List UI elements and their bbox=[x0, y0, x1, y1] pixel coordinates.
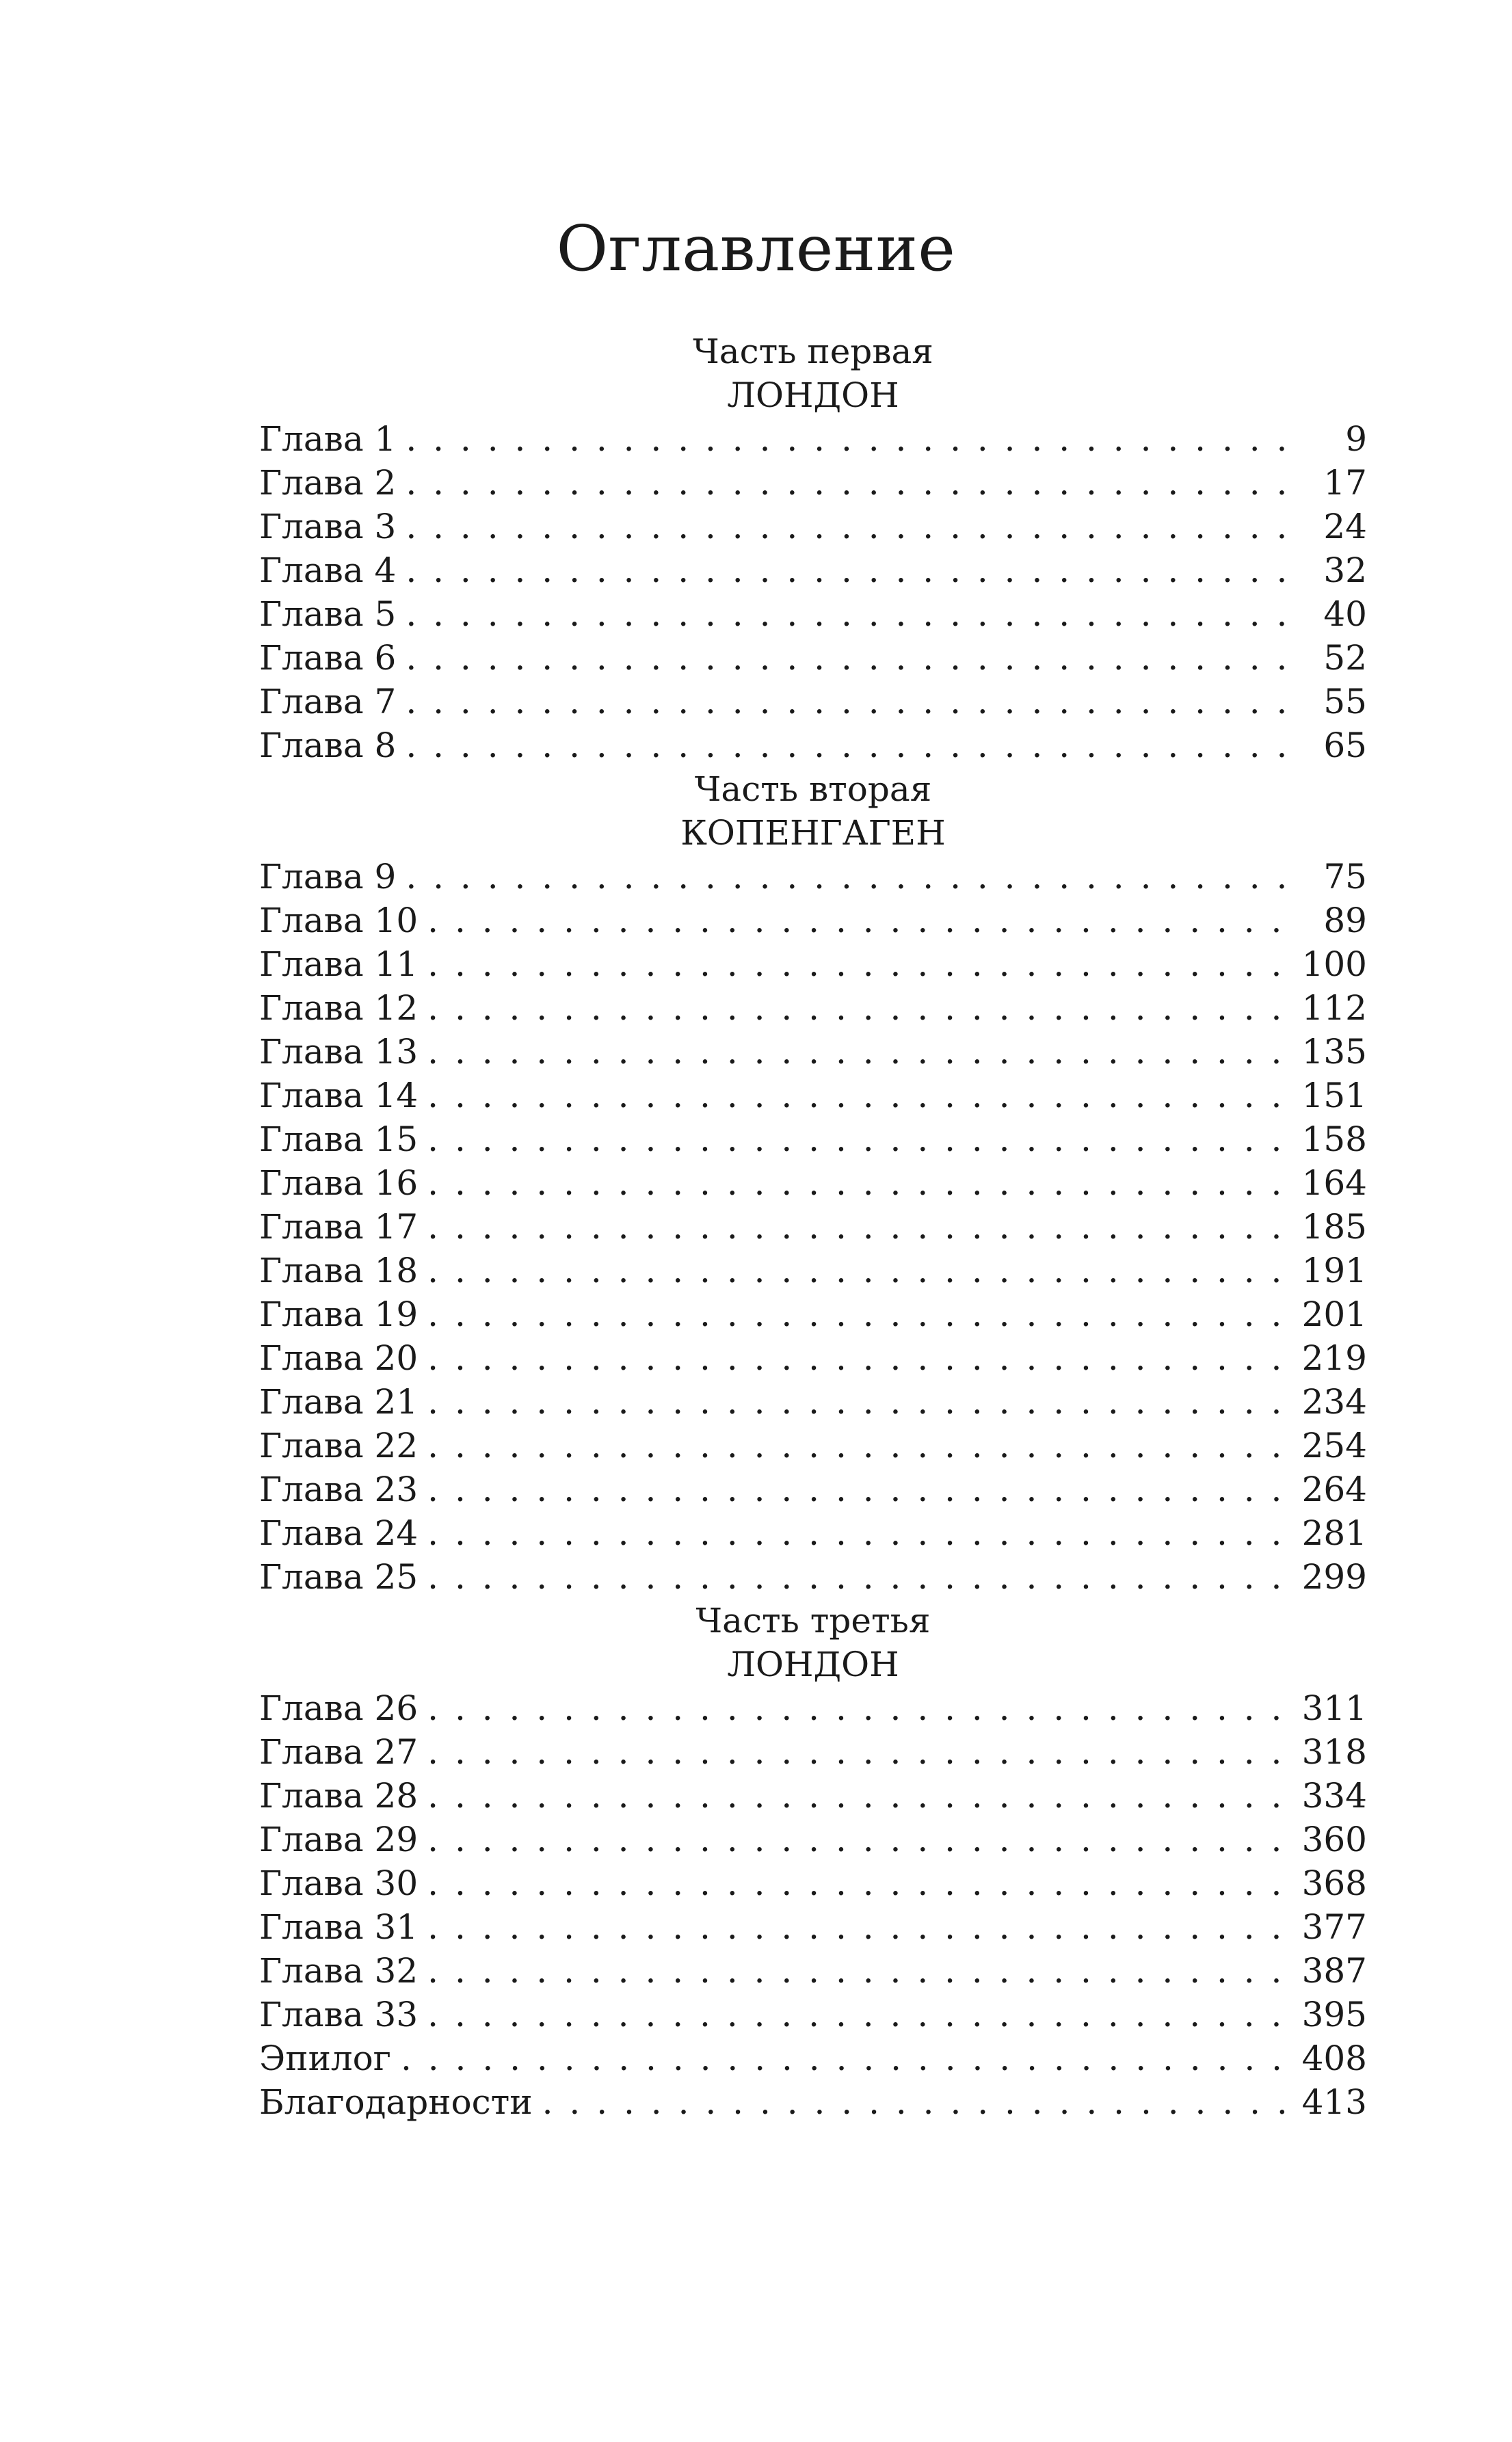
toc-entry-label: Глава 31 bbox=[259, 1907, 419, 1947]
toc-entry-page-number: 32 bbox=[1323, 550, 1367, 590]
toc-entry-label: Глава 17 bbox=[259, 1207, 419, 1247]
toc-entry[interactable] bbox=[259, 1468, 1367, 1511]
toc-entry[interactable] bbox=[259, 724, 1367, 767]
dot-leader bbox=[427, 899, 1296, 942]
toc-entry-label: Глава 9 bbox=[259, 857, 397, 897]
toc-entry[interactable] bbox=[259, 986, 1367, 1030]
toc-entry[interactable] bbox=[259, 1424, 1367, 1468]
toc-entry-label: Глава 28 bbox=[259, 1776, 419, 1816]
toc-entry-label: Глава 26 bbox=[259, 1688, 419, 1728]
toc-entry-label: Глава 2 bbox=[259, 463, 397, 503]
toc-entry[interactable] bbox=[259, 680, 1367, 724]
toc-entry[interactable] bbox=[259, 1161, 1367, 1205]
toc-entry[interactable] bbox=[259, 1336, 1367, 1380]
toc-entry-page-number: 234 bbox=[1301, 1382, 1367, 1422]
toc-entry-label: Глава 5 bbox=[259, 594, 397, 634]
toc-entry-page-number: 191 bbox=[1301, 1251, 1367, 1290]
dot-leader bbox=[427, 1555, 1296, 1599]
part-subheading: ЛОНДОН bbox=[727, 1645, 899, 1684]
dot-leader bbox=[427, 1468, 1296, 1511]
toc-entry[interactable] bbox=[259, 1686, 1367, 1730]
dot-leader bbox=[427, 1774, 1296, 1818]
toc-entry-label: Глава 14 bbox=[259, 1076, 419, 1115]
dot-leader bbox=[427, 1249, 1296, 1292]
toc-entry[interactable] bbox=[259, 1861, 1367, 1905]
toc-entry-page-number: 158 bbox=[1301, 1119, 1367, 1159]
toc-entry-label: Благодарности bbox=[259, 2082, 533, 2122]
toc-entry-label: Глава 7 bbox=[259, 682, 397, 721]
toc-entry-label: Глава 21 bbox=[259, 1382, 419, 1422]
dot-leader bbox=[427, 1030, 1296, 1074]
toc-entry-label: Глава 12 bbox=[259, 988, 419, 1028]
toc-entry-page-number: 377 bbox=[1301, 1907, 1367, 1947]
toc-entry-label: Глава 19 bbox=[259, 1295, 419, 1334]
toc-entry-page-number: 299 bbox=[1301, 1557, 1367, 1597]
toc-entry[interactable] bbox=[259, 1993, 1367, 2036]
toc-entry-page-number: 387 bbox=[1301, 1951, 1367, 1991]
toc-entry-label: Глава 27 bbox=[259, 1732, 419, 1772]
dot-leader bbox=[427, 1993, 1296, 2036]
toc-entry-label: Глава 32 bbox=[259, 1951, 419, 1991]
toc-entry[interactable] bbox=[259, 1555, 1367, 1599]
dot-leader bbox=[427, 1949, 1296, 1993]
toc-part bbox=[259, 1599, 1367, 2124]
toc-entry-label: Глава 22 bbox=[259, 1426, 419, 1465]
dot-leader bbox=[427, 1161, 1296, 1205]
toc-entry-label: Глава 10 bbox=[259, 901, 419, 940]
toc-entry-page-number: 413 bbox=[1301, 2082, 1367, 2122]
toc-entry-label: Глава 24 bbox=[259, 1513, 419, 1553]
dot-leader bbox=[427, 1380, 1296, 1424]
toc-entry-page-number: 408 bbox=[1301, 2039, 1367, 2078]
toc-entry-page-number: 281 bbox=[1301, 1513, 1367, 1553]
dot-leader bbox=[427, 1861, 1296, 1905]
toc-entry[interactable] bbox=[259, 1205, 1367, 1249]
toc-entry-label: Глава 4 bbox=[259, 550, 397, 590]
toc-entry-label: Глава 29 bbox=[259, 1820, 419, 1859]
part-subheading: ЛОНДОН bbox=[727, 375, 899, 415]
toc-entry[interactable] bbox=[259, 1905, 1367, 1949]
toc-entry[interactable] bbox=[259, 505, 1367, 548]
toc-entry[interactable] bbox=[259, 1030, 1367, 1074]
dot-leader bbox=[427, 1074, 1296, 1117]
toc-entry[interactable] bbox=[259, 461, 1367, 505]
toc-entry-label: Эпилог bbox=[259, 2039, 391, 2078]
toc-entry[interactable] bbox=[259, 417, 1367, 461]
toc-entry-page-number: 164 bbox=[1301, 1163, 1367, 1203]
toc-entry-page-number: 40 bbox=[1323, 594, 1367, 634]
part-subheading: КОПЕНГАГЕН bbox=[680, 813, 946, 853]
toc-entry-page-number: 151 bbox=[1301, 1076, 1367, 1115]
toc-entry-page-number: 360 bbox=[1301, 1820, 1367, 1859]
toc-entry-label: Глава 3 bbox=[259, 507, 397, 546]
toc-entry-label: Глава 33 bbox=[259, 1995, 419, 2034]
toc-entry-label: Глава 23 bbox=[259, 1470, 419, 1509]
toc-entry-page-number: 89 bbox=[1323, 901, 1367, 940]
toc-entry-label: Глава 6 bbox=[259, 638, 397, 678]
dot-leader bbox=[406, 636, 1296, 680]
toc-entry-page-number: 219 bbox=[1301, 1338, 1367, 1378]
toc-entry-page-number: 9 bbox=[1345, 419, 1367, 459]
dot-leader bbox=[427, 1336, 1296, 1380]
toc-entry-label: Глава 25 bbox=[259, 1557, 419, 1597]
toc-entry-page-number: 17 bbox=[1323, 463, 1367, 503]
toc-entry[interactable] bbox=[259, 2080, 1367, 2124]
toc-entry[interactable] bbox=[259, 899, 1367, 942]
toc-entry-label: Глава 8 bbox=[259, 726, 397, 765]
dot-leader bbox=[427, 1511, 1296, 1555]
toc-entry-page-number: 55 bbox=[1323, 682, 1367, 721]
toc-entry[interactable] bbox=[259, 1774, 1367, 1818]
toc-entry[interactable] bbox=[259, 1249, 1367, 1292]
toc-entry-page-number: 318 bbox=[1301, 1732, 1367, 1772]
dot-leader bbox=[427, 1205, 1296, 1249]
toc-entry-label: Глава 13 bbox=[259, 1032, 419, 1072]
dot-leader bbox=[427, 1905, 1296, 1949]
page-title: Оглавление bbox=[556, 212, 956, 285]
dot-leader bbox=[406, 548, 1296, 592]
toc-entry[interactable] bbox=[259, 1117, 1367, 1161]
toc-entry[interactable] bbox=[259, 1949, 1367, 1993]
table-of-contents bbox=[259, 330, 1367, 2124]
toc-entry-label: Глава 15 bbox=[259, 1119, 419, 1159]
toc-entry-label: Глава 11 bbox=[259, 944, 419, 984]
toc-entry-page-number: 112 bbox=[1301, 988, 1367, 1028]
dot-leader bbox=[406, 592, 1296, 636]
dot-leader bbox=[406, 505, 1296, 548]
toc-entry-page-number: 185 bbox=[1301, 1207, 1367, 1247]
dot-leader bbox=[427, 942, 1296, 986]
toc-entry-page-number: 334 bbox=[1301, 1776, 1367, 1816]
dot-leader bbox=[406, 855, 1296, 899]
toc-entry-page-number: 135 bbox=[1301, 1032, 1367, 1072]
dot-leader bbox=[427, 986, 1296, 1030]
toc-entry-page-number: 75 bbox=[1323, 857, 1367, 897]
dot-leader bbox=[427, 1292, 1296, 1336]
toc-entry[interactable] bbox=[259, 1730, 1367, 1774]
part-heading: Часть третья bbox=[695, 1601, 931, 1641]
toc-entry-label: Глава 20 bbox=[259, 1338, 419, 1378]
toc-entry-label: Глава 16 bbox=[259, 1163, 419, 1203]
toc-entry-page-number: 201 bbox=[1301, 1295, 1367, 1334]
toc-entry[interactable] bbox=[259, 1511, 1367, 1555]
dot-leader bbox=[406, 680, 1296, 724]
toc-entry[interactable] bbox=[259, 2036, 1367, 2080]
dot-leader bbox=[401, 2036, 1296, 2080]
toc-entry[interactable] bbox=[259, 1292, 1367, 1336]
toc-entry-page-number: 24 bbox=[1323, 507, 1367, 546]
toc-entry[interactable] bbox=[259, 636, 1367, 680]
toc-entry-label: Глава 18 bbox=[259, 1251, 419, 1290]
toc-entry-page-number: 311 bbox=[1301, 1688, 1367, 1728]
toc-entry-page-number: 368 bbox=[1301, 1863, 1367, 1903]
dot-leader bbox=[542, 2080, 1296, 2124]
toc-entry-page-number: 100 bbox=[1301, 944, 1367, 984]
dot-leader bbox=[427, 1117, 1296, 1161]
toc-entry[interactable] bbox=[259, 548, 1367, 592]
toc-entry[interactable] bbox=[259, 1818, 1367, 1861]
toc-entry-label: Глава 1 bbox=[259, 419, 397, 459]
toc-entry-page-number: 52 bbox=[1323, 638, 1367, 678]
dot-leader bbox=[427, 1424, 1296, 1468]
toc-entry-label: Глава 30 bbox=[259, 1863, 419, 1903]
part-heading: Часть вторая bbox=[694, 769, 932, 809]
dot-leader bbox=[406, 417, 1296, 461]
dot-leader bbox=[406, 461, 1296, 505]
toc-entry[interactable] bbox=[259, 1074, 1367, 1117]
toc-entry-page-number: 65 bbox=[1323, 726, 1367, 765]
dot-leader bbox=[427, 1686, 1296, 1730]
toc-entry-page-number: 254 bbox=[1301, 1426, 1367, 1465]
dot-leader bbox=[427, 1730, 1296, 1774]
dot-leader bbox=[406, 724, 1296, 767]
toc-entry-page-number: 264 bbox=[1301, 1470, 1367, 1509]
toc-entry[interactable] bbox=[259, 1380, 1367, 1424]
toc-entry[interactable] bbox=[259, 855, 1367, 899]
toc-entry[interactable] bbox=[259, 592, 1367, 636]
toc-entry[interactable] bbox=[259, 942, 1367, 986]
toc-part bbox=[259, 330, 1367, 767]
dot-leader bbox=[427, 1818, 1296, 1861]
part-heading: Часть первая bbox=[693, 332, 933, 371]
toc-entry-page-number: 395 bbox=[1301, 1995, 1367, 2034]
toc-part bbox=[259, 767, 1367, 1599]
